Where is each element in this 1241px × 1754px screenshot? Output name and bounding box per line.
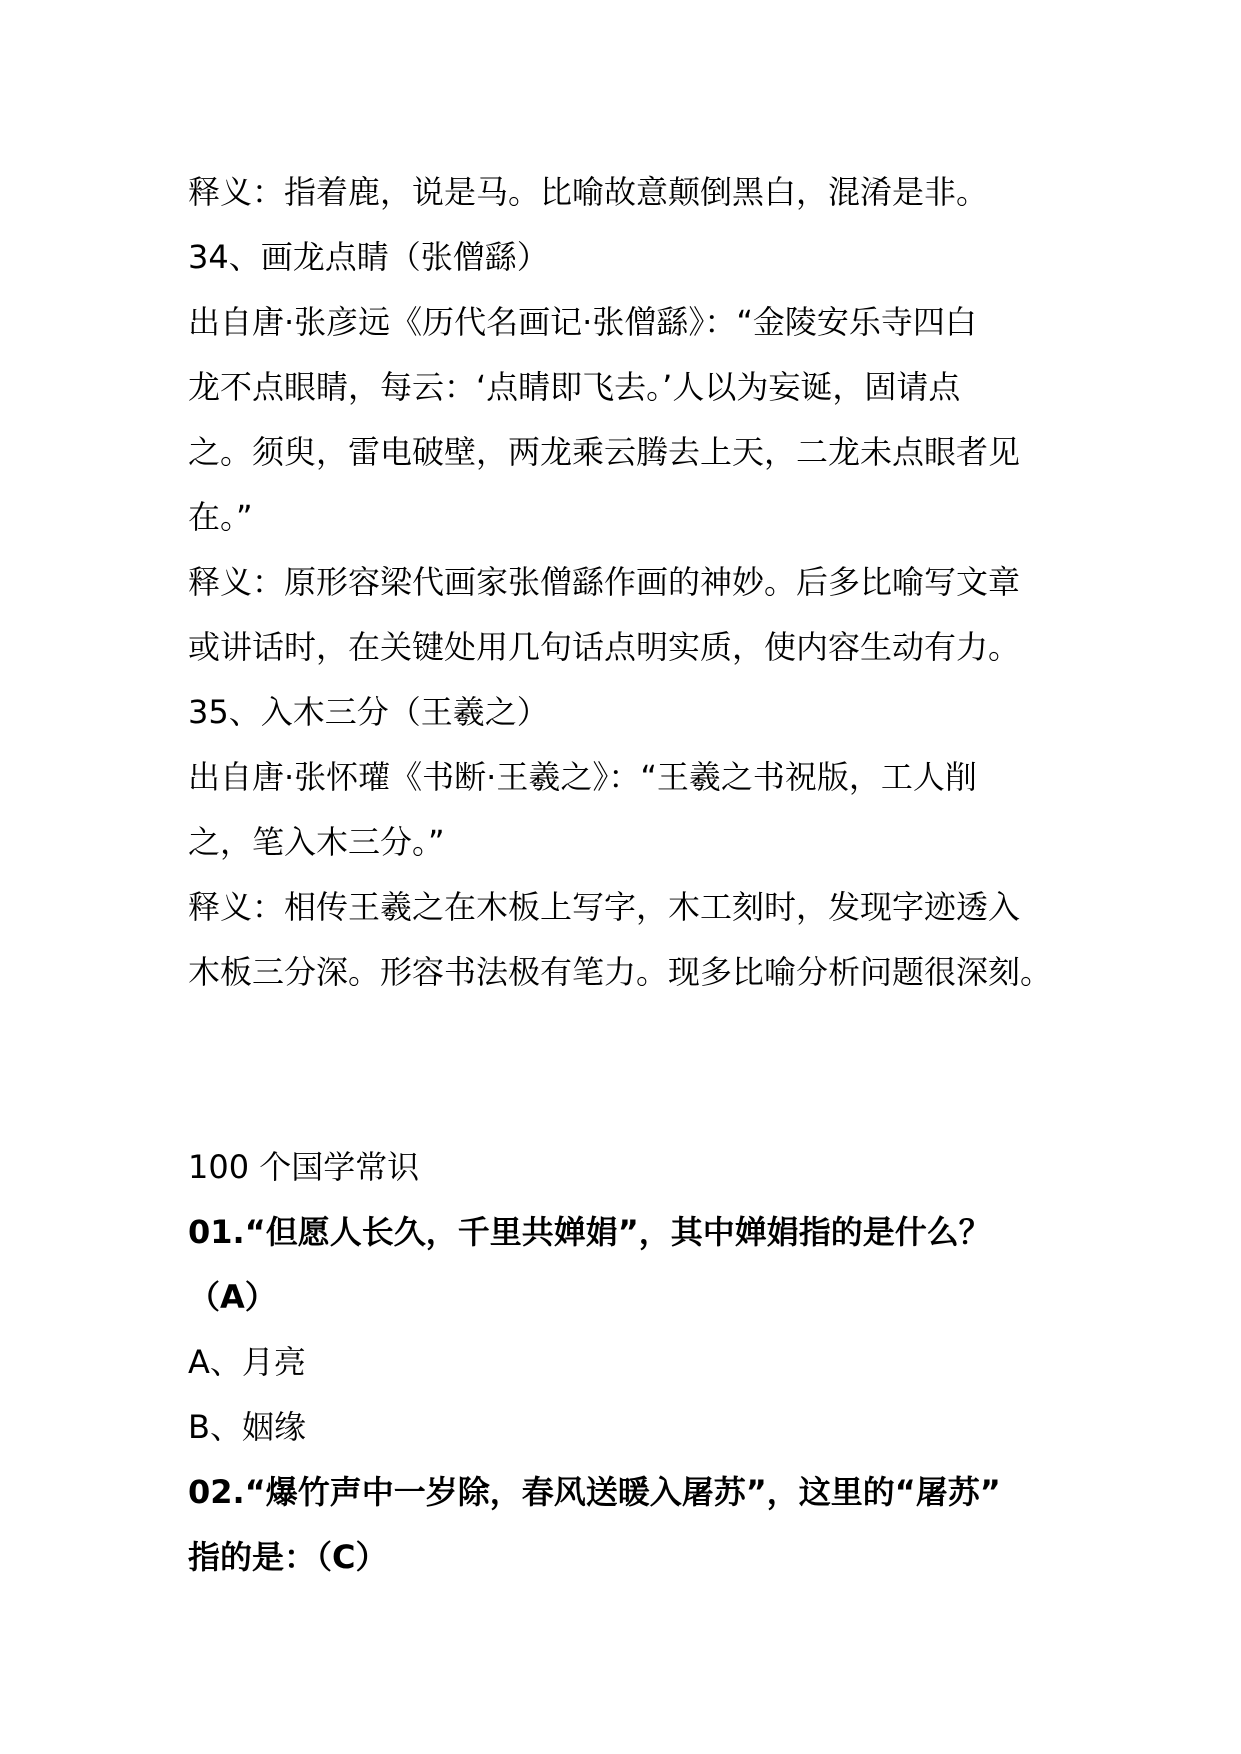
question-01-option-a: A、月亮 [188,1343,306,1381]
idiom-34-meaning-line: 或讲话时，在关键处用几句话点明实质，使内容生动有力。 [188,628,1021,666]
question-02-answer: 指的是：（C） [188,1538,388,1576]
idiom-34-source-line: 出自唐·张彦远《历代名画记·张僧繇》：“金陵安乐寺四白 [188,303,977,341]
idiom-34-source-line: 龙不点眼睛，每云：‘点睛即飞去。’人以为妄诞，固请点 [188,368,961,406]
question-01-line: 01.“但愿人长久，千里共婵娟”，其中婵娟指的是什么？ [188,1213,991,1251]
idiom-34-meaning-line: 释义：原形容梁代画家张僧繇作画的神妙。后多比喻写文章 [188,563,1021,601]
idiom-34-heading: 34、画龙点睛（张僧繇） [188,238,549,276]
idiom-34-source-line: 之。须臾，雷电破壁，两龙乘云腾去上天，二龙未点眼者见 [188,433,1021,471]
question-01-answer: （A） [188,1278,277,1316]
idiom-35-heading: 35、入木三分（王羲之） [188,693,549,731]
section-gap [188,1005,1068,1135]
section-title: 100 个国学常识 [188,1148,420,1186]
idiom-35-meaning-line: 释义：相传王羲之在木板上写字，木工刻时，发现字迹透入 [188,888,1021,926]
idiom-34-source-line: 在。” [188,498,253,536]
idiom-35-meaning-line: 木板三分深。形容书法极有笔力。现多比喻分析问题很深刻。 [188,953,1053,991]
question-02-line: 02.“爆竹声中一岁除，春风送暖入屠苏”，这里的“屠苏” [188,1473,1001,1511]
question-01-option-b: B、姻缘 [188,1408,306,1446]
idiom-35-source-line: 出自唐·张怀瓘《书断·王羲之》：“王羲之书祝版，工人削 [188,758,977,796]
idiom-35-source-line: 之，笔入木三分。” [188,823,445,861]
page-content [188,160,1068,1590]
meaning-33: 释义：指着鹿，说是马。比喻故意颠倒黑白，混淆是非。 [188,173,989,211]
